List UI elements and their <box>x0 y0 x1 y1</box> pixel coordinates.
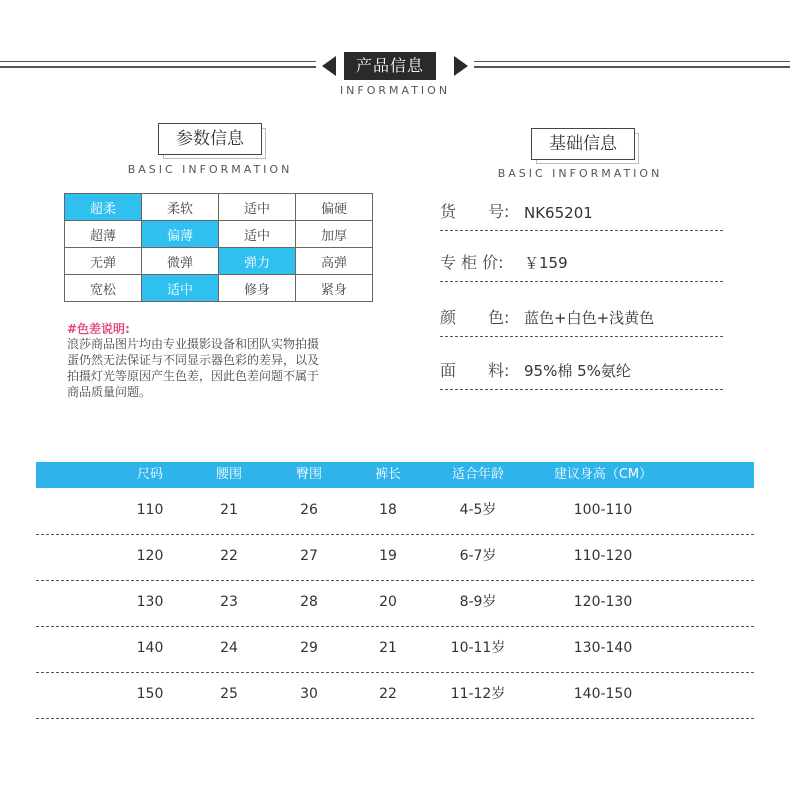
info-value: 95%棉 5%氨纶 <box>524 362 631 380</box>
params-cell-selected: 超柔 <box>65 194 142 221</box>
params-cell: 紧身 <box>296 275 373 302</box>
params-cell: 适中 <box>219 221 296 248</box>
size-table-cell: 110-120 <box>573 548 633 564</box>
info-row-fabric <box>440 353 723 390</box>
params-cell: 修身 <box>219 275 296 302</box>
size-table-cell: 11-12岁 <box>450 686 506 702</box>
size-table-cell: 20 <box>379 594 397 610</box>
params-cell: 宽松 <box>65 275 142 302</box>
size-table-cell: 26 <box>300 502 318 518</box>
info-value: 蓝色+白色+浅黄色 <box>524 309 655 327</box>
size-table-cell: 22 <box>220 548 238 564</box>
color-note-line: 蛋仍然无法保证与不同显示器色彩的差异，以及 <box>67 353 320 367</box>
info-row-price <box>440 245 723 282</box>
size-table-header-cell: 建议身高（CM） <box>553 467 653 482</box>
size-table-row <box>36 534 754 581</box>
size-table-cell: 150 <box>136 686 164 702</box>
color-note-title: #色差说明: <box>67 322 130 336</box>
color-note-line: 商品质量问题。 <box>67 385 152 399</box>
size-table-header-cell: 适合年龄 <box>451 467 505 482</box>
info-row-item-no <box>440 194 723 231</box>
params-row <box>65 275 373 302</box>
params-section-subtitle: BASIC INFORMATION <box>127 163 293 176</box>
color-note-line: 拍摄灯光等原因产生色差，因此色差问题不属于 <box>67 369 320 383</box>
params-row <box>65 248 373 275</box>
size-table-cell: 130 <box>136 594 164 610</box>
size-table-cell: 140-150 <box>573 686 633 702</box>
info-label: 面 料: <box>440 361 510 380</box>
header-triangle-right <box>454 56 468 76</box>
color-note-line: 浪莎商品图片均由专业摄影设备和团队实物拍摄 <box>67 337 320 351</box>
size-table-cell: 27 <box>300 548 318 564</box>
info-value: ￥159 <box>524 254 568 272</box>
size-table-header-cell: 尺码 <box>136 467 164 482</box>
size-table-cell: 4-5岁 <box>459 502 497 518</box>
info-row-color <box>440 300 723 337</box>
size-table-header-cell: 臀围 <box>295 467 323 482</box>
size-table-cell: 30 <box>300 686 318 702</box>
params-table <box>64 193 373 302</box>
params-cell-selected: 偏薄 <box>142 221 219 248</box>
size-table-cell: 19 <box>379 548 397 564</box>
params-cell: 高弹 <box>296 248 373 275</box>
page-title: 产品信息 <box>344 52 436 80</box>
params-cell: 无弹 <box>65 248 142 275</box>
info-label: 颜 色: <box>440 308 510 327</box>
size-table-cell: 18 <box>379 502 397 518</box>
header-rule-left <box>0 61 316 70</box>
size-table-header-cell: 腰围 <box>215 467 243 482</box>
params-cell: 偏硬 <box>296 194 373 221</box>
size-table-cell: 22 <box>379 686 397 702</box>
size-table-cell: 21 <box>379 640 397 656</box>
header-triangle-left <box>322 56 336 76</box>
basic-section-title: 基础信息 <box>531 128 635 160</box>
size-table-row <box>36 488 754 535</box>
info-label: 专 柜 价: <box>440 253 504 272</box>
size-table-cell: 28 <box>300 594 318 610</box>
params-cell: 适中 <box>219 194 296 221</box>
size-table-header <box>36 462 754 488</box>
size-table-cell: 120 <box>136 548 164 564</box>
info-label: 货 号: <box>440 202 510 221</box>
size-table-row <box>36 672 754 719</box>
params-section-title: 参数信息 <box>158 123 262 155</box>
size-table-cell: 10-11岁 <box>450 640 506 656</box>
params-cell: 加厚 <box>296 221 373 248</box>
size-table-row <box>36 580 754 627</box>
size-table-cell: 25 <box>220 686 238 702</box>
info-value: NK65201 <box>524 204 593 222</box>
params-cell-selected: 适中 <box>142 275 219 302</box>
params-row <box>65 221 373 248</box>
size-table-cell: 140 <box>136 640 164 656</box>
size-table-header-cell: 裤长 <box>374 467 402 482</box>
size-table-cell: 100-110 <box>573 502 633 518</box>
page-subtitle: INFORMATION <box>339 84 451 97</box>
size-table-cell: 130-140 <box>573 640 633 656</box>
size-table-cell: 8-9岁 <box>459 594 497 610</box>
color-note-text <box>67 336 367 400</box>
size-table-cell: 23 <box>220 594 238 610</box>
header-rule-right <box>474 61 790 70</box>
size-table-cell: 120-130 <box>573 594 633 610</box>
size-table-cell: 21 <box>220 502 238 518</box>
params-row <box>65 194 373 221</box>
params-cell: 微弹 <box>142 248 219 275</box>
size-table-cell: 29 <box>300 640 318 656</box>
size-table-cell: 6-7岁 <box>459 548 497 564</box>
size-table-cell: 110 <box>136 502 164 518</box>
params-cell: 超薄 <box>65 221 142 248</box>
size-table-row <box>36 626 754 673</box>
params-cell-selected: 弹力 <box>219 248 296 275</box>
basic-section-subtitle: BASIC INFORMATION <box>497 167 663 180</box>
size-table-cell: 24 <box>220 640 238 656</box>
params-cell: 柔软 <box>142 194 219 221</box>
